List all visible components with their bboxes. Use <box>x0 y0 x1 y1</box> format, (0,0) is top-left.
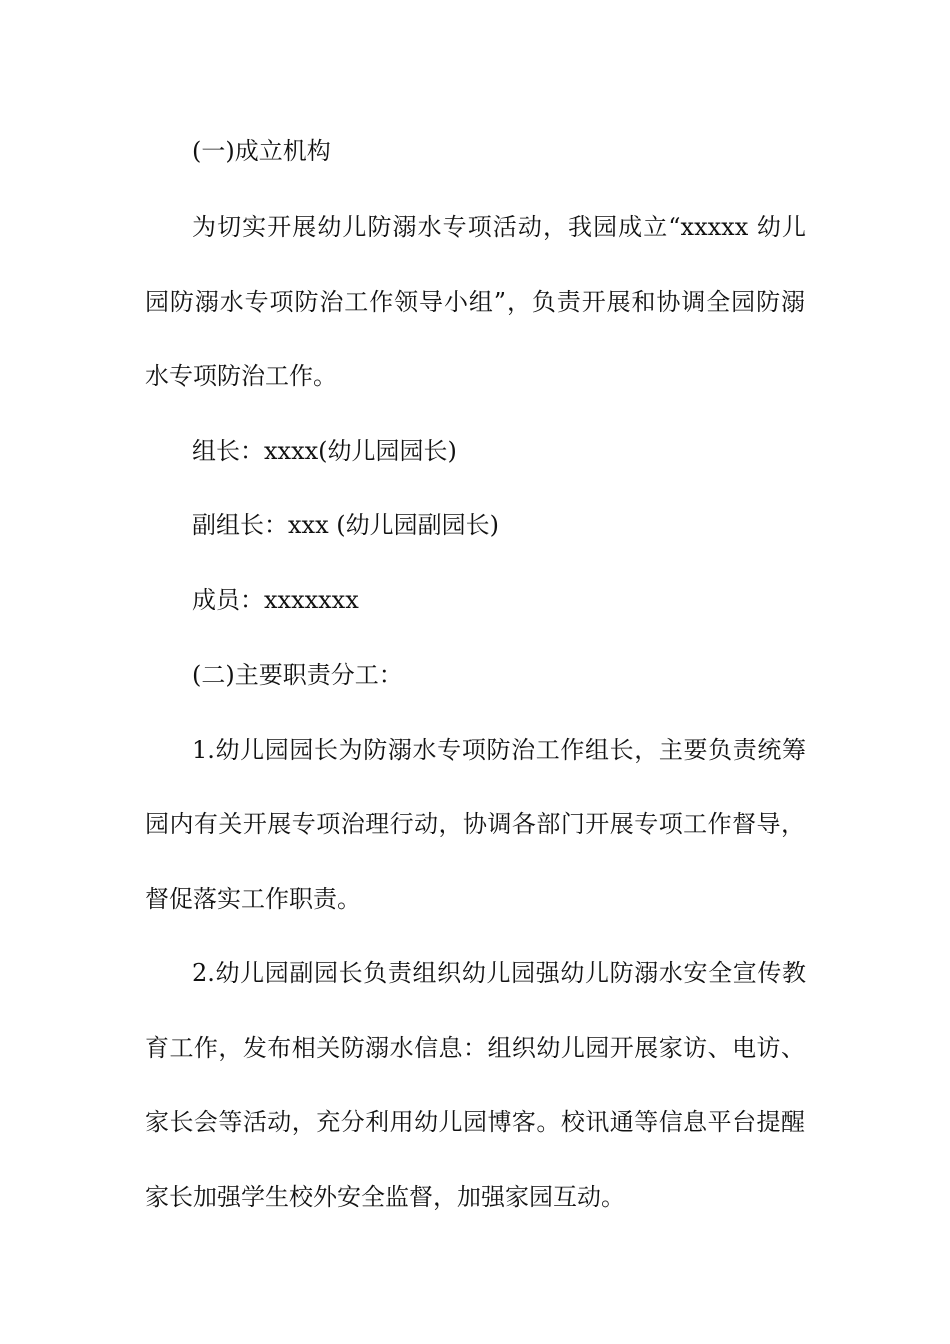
paragraph-line: 园内有关开展专项治理行动，协调各部门开展专项工作督导， <box>145 810 805 838</box>
paragraph-line: 督促落实工作职责。 <box>145 885 361 913</box>
leader-line: 组长：xxxx(幼儿园园长) <box>192 437 457 465</box>
paragraph-line: 2.幼儿园副园长负责组织幼儿园强幼儿防溺水安全宣传教 <box>192 959 806 987</box>
paragraph-line: 为切实开展幼儿防溺水专项活动，我园成立“xxxxx 幼儿 <box>192 213 806 241</box>
paragraph-line: 1.幼儿园园长为防溺水专项防治工作组长，主要负责统筹 <box>192 736 806 764</box>
deputy-leader-line: 副组长：xxx (幼儿园副园长) <box>192 511 499 539</box>
section-heading-establish-organization: (一)成立机构 <box>192 137 331 165</box>
paragraph-line: 育工作，发布相关防溺水信息：组织幼儿园开展家访、电访、 <box>145 1034 805 1062</box>
paragraph-line: 水专项防治工作。 <box>145 362 337 390</box>
paragraph-line: 家长加强学生校外安全监督，加强家园互动。 <box>145 1183 625 1211</box>
section-heading-duties: (二)主要职责分工： <box>192 661 403 689</box>
paragraph-line: 园防溺水专项防治工作领导小组”，负责开展和协调全园防溺 <box>145 288 805 316</box>
members-line: 成员：xxxxxxx <box>192 586 359 614</box>
paragraph-line: 家长会等活动，充分利用幼儿园博客。校讯通等信息平台提醒 <box>145 1108 805 1136</box>
